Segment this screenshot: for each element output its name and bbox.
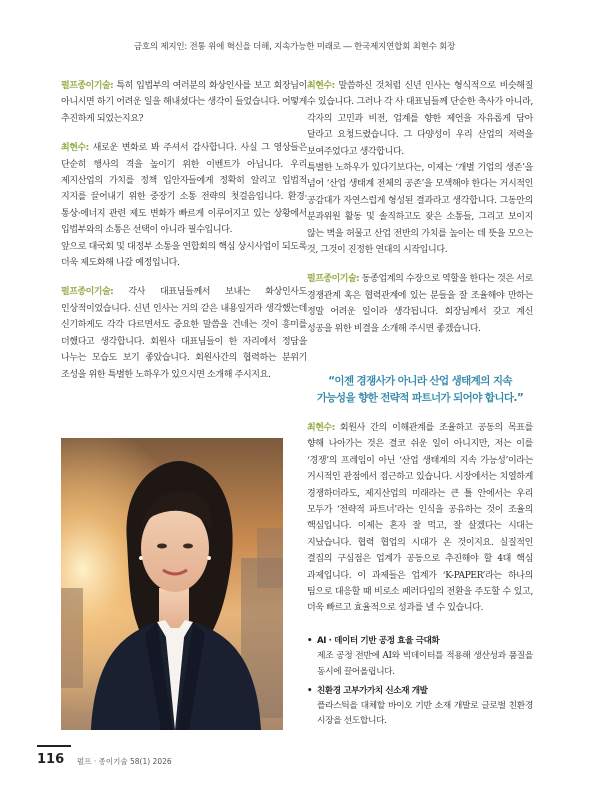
paragraph xyxy=(307,271,533,337)
paragraph-text: 각사 대표님들께서 보내는 화상인사도 인상적이었습니다. 신년 인사는 거의 같은 내용일거라 생각했는데 신기하게도 각각 다르면서도 중요한 말씀을 건네는 것이 흥미를 더했다고 생각합니다. 회원사 대표님들이 한 자리에서 정담을 나누는 모습도 보기 좋았습니다. 회원사간의 협력하는 분위기 조성을 위한 특별한 노하우가 있으시면 소개해 주시지요. xyxy=(61,287,307,380)
page-number: 116 xyxy=(37,752,65,767)
footer-rule xyxy=(37,745,71,747)
paragraph xyxy=(307,78,533,160)
speaker-label: 최현수: xyxy=(307,423,335,433)
paragraph xyxy=(307,420,533,617)
right-column xyxy=(307,78,533,350)
speaker-label: 펄프종이기술: xyxy=(307,274,360,285)
bullet-dot-icon: • xyxy=(307,685,313,696)
paragraph-text: 동종업계의 수장으로 역할을 한다는 것은 서로 경쟁관계 혹은 협력관계에 있는 분들을 잘 조율해야 만하는 정말 어려운 일이라 생각됩니다. 회장님께서 갖고 계신 성공을 위한 비결을 소개해 주시면 좋겠습니다. xyxy=(307,274,533,334)
paragraph-text: 회원사 간의 이해관계를 조율하고 공동의 목표를 향해 나아가는 것은 결코 쉬운 일이 아니지만, 저는 이를 ‘경쟁’의 프레임이 아닌 ‘산업 생태계의 지속 가능성’이라는 거시적인 관점에서 접근하고 있습니다. 시장에서는 치열하게 경쟁하더라도, 제지산업의 미래라는 큰 틀 안에서는 우리 모두가 ‘전략적 파트너’라는 인식을 공유하는 것이 조율의 핵심입니다. 이제는 혼자 잘 먹고, 잘 살겠다는 시대는 지났습니다. 협력 협업의 시대가 온 것이지요. 실질적인 결집의 구심점은 업계가 공동으로 추진해야 할 4대 핵심 과제입니다. 이 과제들은 업계가 ‘K-PAPER’라는 하나의 팀으로 대응할 때 비로소 패러다임의 전환을 주도할 수 있고, 더욱 빠르고 효율적으로 성과를 낼 수 있습니다. xyxy=(307,423,533,614)
paragraph-text: 말씀하신 것처럼 신년 인사는 형식적으로 비슷해질 수 있습니다. 그러나 각 사 대표님들께 단순한 축사가 아니라, 각자의 고민과 비전, 업계를 향한 제언을 자유롭게 담아 달라고 요청드렸습니다. 그 다양성이 우리 산업의 저력을 보여주었다고 생각합니다. xyxy=(307,81,533,157)
bullet-description: 플라스틱을 대체할 바이오 기반 소재 개발로 글로벌 친환경 시장을 선도합니다. xyxy=(317,700,533,727)
speaker-label: 펄프종이기술: xyxy=(61,81,114,91)
speaker-label: 최현수: xyxy=(61,143,89,154)
pull-quote xyxy=(307,373,533,407)
paragraph-text: 특별한 노하우가 있다기보다는, 이제는 ‘개별 기업의 생존’을 넘어 ‘산업 생태계 전체의 공존’을 모색해야 한다는 거시적인 공감대가 자연스럽게 형성된 결과라고 생각합니다. 그동안의 분과위원 활동 및 솔직하고도 잦은 소통들, 그리고 보이지 않는 벽을 허물고 산업 전반의 가치를 높이는 데 뜻을 모으는 것, 그것이 진정한 연대의 시작입니다. xyxy=(307,163,533,256)
paragraph-text: 앞으로 대국회 및 대정부 소통을 연합회의 핵심 상시사업이 되도록 더욱 제도화해 나갈 예정입니다. xyxy=(61,241,307,269)
paragraph xyxy=(61,78,307,127)
paragraph-text: 특히 입법부의 여러분의 화상인사를 보고 회장님이 아니시면 하기 어려운 일을 해내셨다는 생각이 들었습니다. 어떻게 추진하게 되었는지요? xyxy=(61,81,307,124)
bullet-title-text: 친환경 고부가가치 신소재 개발 xyxy=(317,685,428,696)
bullet-title xyxy=(307,684,533,699)
bullet-dot-icon: • xyxy=(307,636,313,646)
paragraph xyxy=(61,140,307,238)
left-column xyxy=(61,78,307,396)
speaker-label: 펄프종이기술: xyxy=(61,287,114,298)
pull-quote-line: “이젠 경쟁사가 아니라 산업 생태계의 지속 xyxy=(328,375,512,387)
paragraph xyxy=(61,284,307,382)
paragraph xyxy=(307,160,533,258)
bullet-title xyxy=(307,634,533,649)
portrait-photo xyxy=(61,438,283,730)
pull-quote-line: 가능성을 향한 전략적 파트너가 되어야 합니다.” xyxy=(316,392,524,404)
speaker-label: 최현수: xyxy=(307,81,335,91)
bullet-description: 제조 공정 전반에 AI와 빅데이터를 적용해 생산성과 품질을 동시에 끌어올립니다. xyxy=(317,651,533,677)
journal-name: 펄프 · 종이기술 58(1) 2026 xyxy=(77,757,172,766)
bullet-list xyxy=(307,634,533,733)
running-header: 금호의 제지인: 전통 위에 혁신을 더해, 지속가능한 미래로 ― 한국제지연합회 최현수 회장 xyxy=(133,42,456,52)
bullet-title-text: AI · 데이터 기반 공정 효율 극대화 xyxy=(317,636,440,646)
paragraph-text: 새로운 변화로 봐 주셔서 감사합니다. 사실 그 영상들은 단순히 행사의 격을 높이기 위한 이벤트가 아닙니다. 우리 제지산업의 가치를 정책 입안자들에게 정확히 알리고 입법적 지지를 끌어내기 위한 중장기 소통 전략의 첫걸음입니다. 환경·통상·에너지 관련 제도 변화가 빠르게 이루어지고 있는 상황에서 입법부와의 소통은 선택이 아니라 필수입니다. xyxy=(61,143,307,236)
portrait-illustration xyxy=(61,438,283,730)
paragraph xyxy=(61,239,307,272)
right-column-answer xyxy=(307,420,533,630)
